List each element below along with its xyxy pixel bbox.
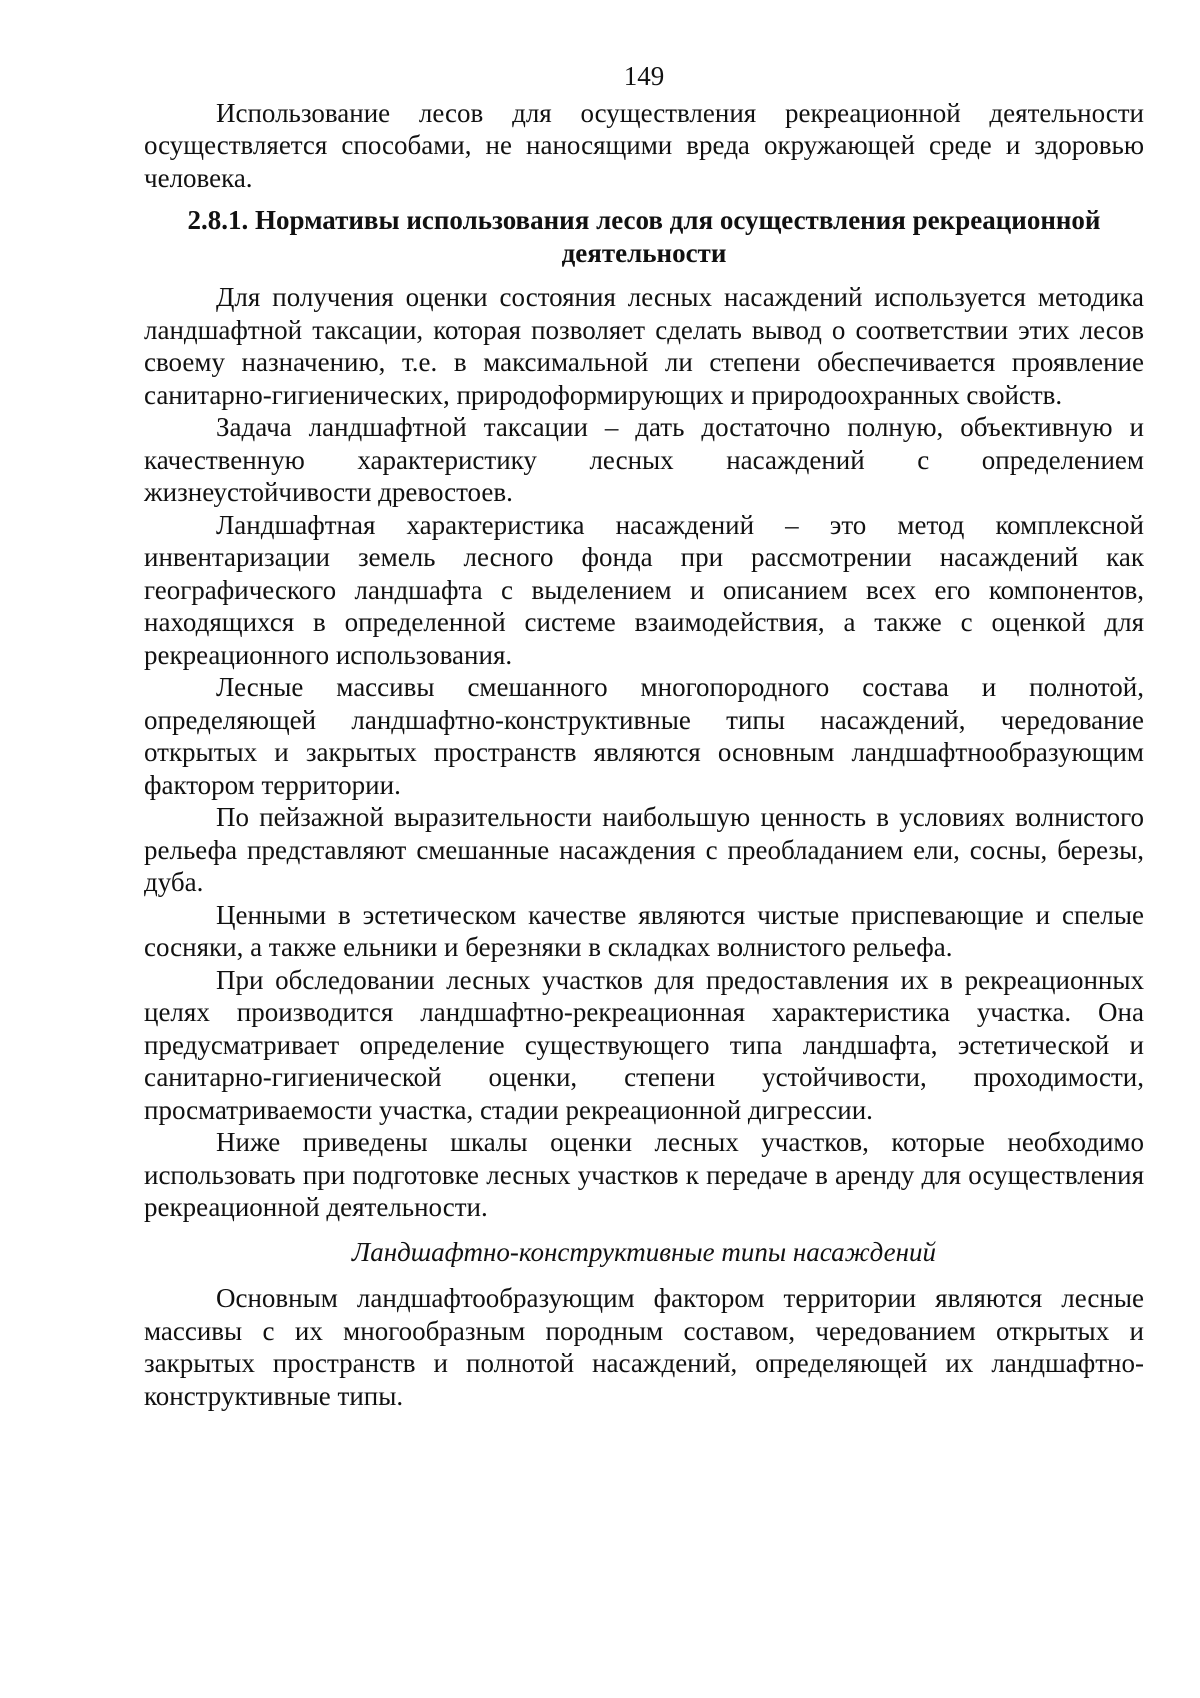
body-paragraph: Ценными в эстетическом качестве являются чистые приспевающие и спелые сосняки, а также ельники и березняки в складках волнистого рельефа. xyxy=(144,899,1144,962)
intro-paragraph: Использование лесов для осуществления рекреационной деятельности осуществляется способами, не наносящими вреда окружающей среде и здоровью человека. xyxy=(144,97,1144,193)
body-paragraph: Лесные массивы смешанного многопородного состава и полнотой, определяющей ландшафтно-конструктивные типы насаждений, чередование открытых и закрытых пространств являются основным ландшафтнообразующим фактором территории. xyxy=(144,672,1144,800)
body-paragraph: По пейзажной выразительности наибольшую ценность в условиях волнистого рельефа представляют смешанные насаждения с преобладанием ели, сосны, березы, дуба. xyxy=(144,802,1144,897)
body-paragraph: Для получения оценки состояния лесных насаждений используется методика ландшафтной таксации, которая позволяет сделать вывод о соответствии этих лесов своему назначению, т.е. в максимальной ли степени обеспечивается проявление санитарно-гигиенических, природоформирующих и природоохранных свойств. xyxy=(144,282,1144,410)
body-paragraph: Ландшафтная характеристика насаждений – это метод комплексной инвентаризации земель лесного фонда при рассмотрении насаждений как географического ландшафта с выделением и описанием всех его компонентов, находящихся в определенной системе взаимодействия, а также с оценкой для рекреационного использования. xyxy=(144,509,1144,670)
final-paragraph: Основным ландшафтообразующим фактором территории являются лесные массивы с их многообразным породным составом, чередованием открытых и закрытых пространств и полнотой насаждений, определяющей их ландшафтно-конструктивные типы. xyxy=(144,1283,1144,1411)
document-page xyxy=(144,60,1144,1412)
body-paragraph: Ниже приведены шкалы оценки лесных участков, которые необходимо использовать при подготовке лесных участков к передаче в аренду для осуществления рекреационной деятельности. xyxy=(144,1127,1144,1222)
page-number: 149 xyxy=(623,61,665,91)
section-heading: 2.8.1. Нормативы использования лесов для осуществления рекреационной деятельности xyxy=(187,205,1101,268)
body-paragraph: При обследовании лесных участков для предоставления их в рекреационных целях производится ландшафтно-рекреационная характеристика участка. Она предусматривает определение существующего типа ландшафта, эстетической и санитарно-гигиенической оценки, степени устойчивости, проходимости, просматриваемости участка, стадии рекреационной дигрессии. xyxy=(144,964,1144,1125)
body-paragraph: Задача ландшафтной таксации – дать достаточно полную, объективную и качественную характеристику лесных насаждений с определением жизнеустойчивости древостоев. xyxy=(144,412,1144,507)
subheading: Ландшафтно-конструктивные типы насаждений xyxy=(351,1236,937,1267)
